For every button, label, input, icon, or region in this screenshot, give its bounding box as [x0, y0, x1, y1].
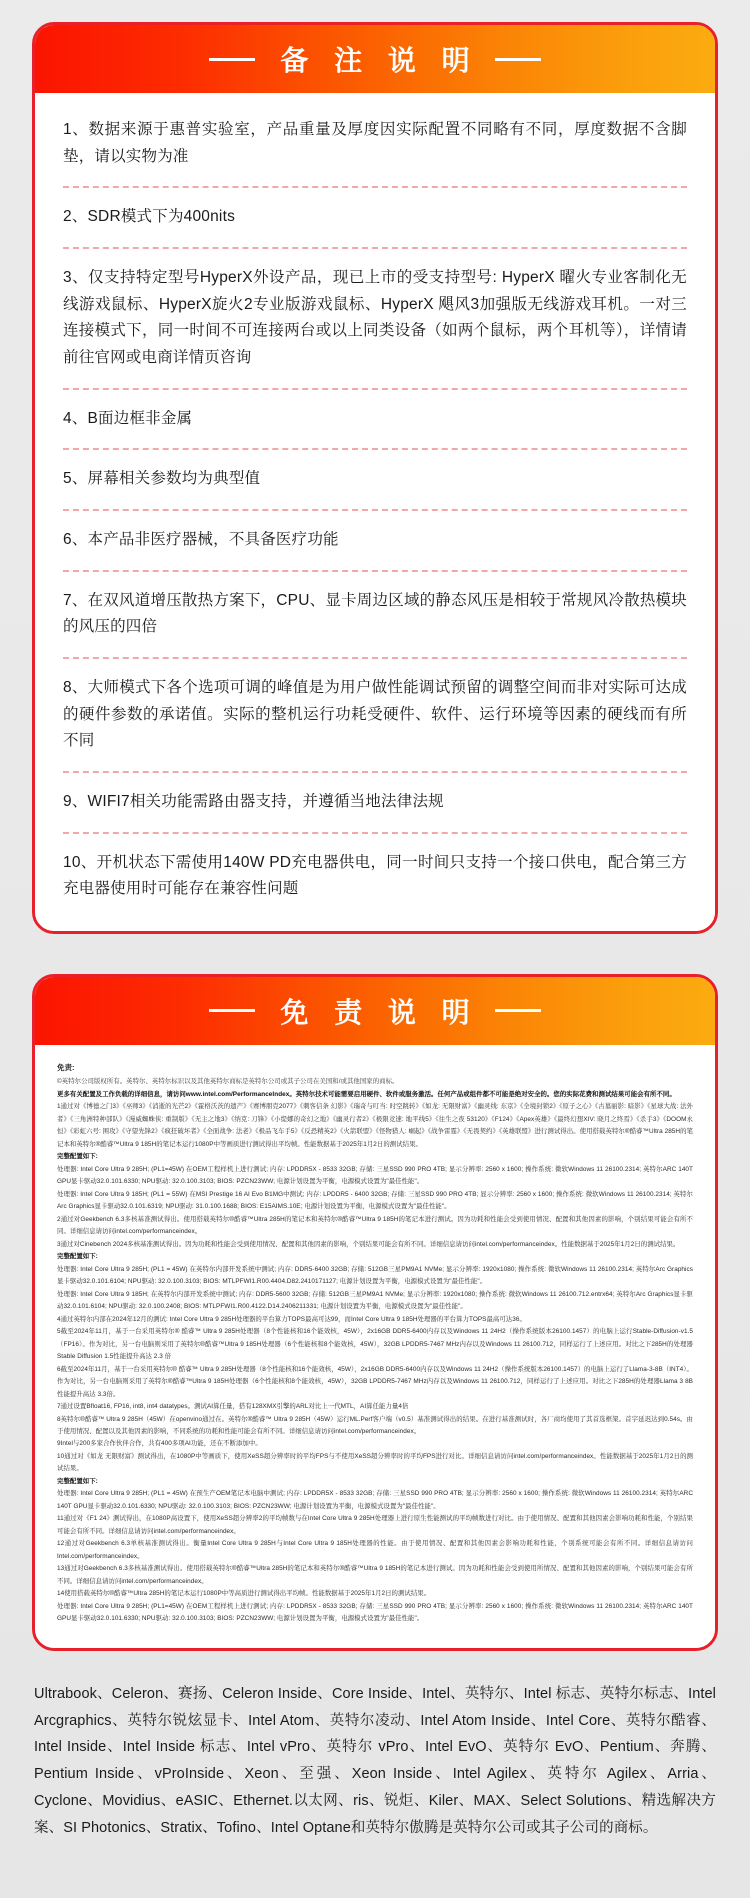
- note-divider: [63, 509, 687, 511]
- disclaimer-line: 处理器: Intel Core Ultra 9 285H; (PL1=45W) 在OEM工程样机上进行测试; 内存: LPDDR5X - 8533 32GB; 存储: 三星SSD 990 PRO 4TB; 显示分辨率: 2560 x 1600; 操作系统: 微软Windows 11 26100.2314; 英特尔ARC 140T GPU显卡驱动32.0.101.6330; NPU驱动: 32.0.100.3103; BIOS: PZCN23WW; 电源计划设置为平衡，电源模式设置为"最佳性能"。: [57, 1602, 693, 1623]
- note-divider: [63, 570, 687, 572]
- disclaimer-line: 13通过对Geekbench 6.3多核基准测试得出。使用搭载英特尔®酷睿™Ultra 285H的笔记本和英特尔®酷睿™Ultra 9 185H的笔记本进行测试。因为功耗和性能会受到使用所情况、配置和其他因素的影响，个别结果可能会有所不同。详细信息请访问intel.com/performanceindex。: [57, 1565, 693, 1585]
- disclaimer-line: 3通过对Cinebench 2024多核基准测试得出。因为功耗和性能会受到使用情况、配置和其他因素的影响，个别结果可能会有所不同。详细信息请访问intel.com/performanceindex。性能数据基于2025年1月2日的测试结果。: [57, 1240, 680, 1248]
- note-item: 9、WIFI7相关功能需路由器支持，并遵循当地法律法规: [63, 792, 444, 810]
- title-rule-left-icon: [209, 58, 255, 61]
- note-item: 6、本产品非医疗器械，不具备医疗功能: [63, 530, 339, 548]
- disclaimer-card-body: [35, 1045, 715, 1648]
- disclaimer-line: 5截至2024年11月，基于一台采用英特尔® 酷睿™ Ultra 9 285H处理器（8个性能核和16个能效核，45W），2x16GB DDR5-6400内存以及Windows 11 24H2（操作系统版本26100.1457）的电脑上运行Stable-Diffusion-v1.5（FP16）。作为对比，另一台电脑则采用了英特尔®酷睿™Ultra 9 185H处理器（6个性能核和8个能效核，45W），32GB LPDDR5-7467 MHz内存以及Windows 11 26100.712，同样运行了上述应用。对比之下285H的处理器Stable Diffusion 1.5性能提升高达 2.3 倍: [57, 1328, 693, 1361]
- disclaimer-line: 处理器: Intel Core Ultra 9 185H; 在英特尔内部开发系统中测试; 内存: DDR5-5600 32GB; 存储: 512GB三星PM9A1 NVMe; 显示分辨率: 1920x1080; 操作系统: 微软Windows 11 26100.712.entrx64; 英特尔Arc Graphics显卡驱动32.0.101.6104; NPU驱动: 32.0.100.2408; BIOS: MTLPFWI1.R00.4122.D14.2406211331; 电源计划设置为平衡，电源模式设置为"最佳性能"。: [57, 1290, 693, 1311]
- note-divider: [63, 657, 687, 659]
- disclaimer-line: 完整配置如下:: [57, 1477, 98, 1485]
- notes-card: [32, 22, 718, 934]
- disclaimer-line: ©英特尔公司版权所有。英特尔、英特尔标识以及其他英特尔商标是英特尔公司或其子公司在美国和/或其他国家的商标。: [57, 1078, 399, 1086]
- trademark-notice: Ultrabook、Celeron、赛扬、Celeron Inside、Core Inside、Intel、英特尔、Intel 标志、英特尔标志、Intel Arcgraphics、英特尔锐炫显卡、Intel Atom、英特尔凌动、Intel Atom Inside、Intel Core、英特尔酷睿、Intel Inside、Intel Inside 标志、Intel vPro、英特尔 vPro、Intel EvO、英特尔 EvO、Pentium、奔腾、Pentium Inside、vProInside、Xeon、至强、Xeon Inside、Intel Agilex、英特尔 Agilex、Arria、Cyclone、Movidius、eASIC、Ethernet.以太网、ris、锐炬、Kiler、MAX、Select Solutions、精选解决方案、SI Photonics、Stratix、Tofino、Intel Optane和英特尔傲腾是英特尔公司或其子公司的商标。: [34, 1685, 716, 1836]
- note-item: 4、B面边框非金属: [63, 409, 193, 427]
- note-divider: [63, 186, 687, 188]
- notes-title-wrap: [209, 39, 540, 79]
- disclaimer-line: 14使用搭载英特尔®酷睿™Ultra 285H的笔记本运行1080P中等高质进行测试得出平均帧。性能数据基于2025年1月2日的测试结果。: [57, 1590, 431, 1598]
- notes-card-title: 备 注 说 明: [280, 45, 479, 76]
- disclaimer-line: 10通过对《如龙 无限财富》测试得出，在1080P中等画质下，使用XeSS超分辨率时的平均FPS与不使用XeSS超分辨率时的平均FPS进行对比。详细信息请访问intel.com/performanceindex。性能数据基于2025年1月2日的测试结果。: [57, 1452, 693, 1473]
- note-divider: [63, 448, 687, 450]
- disclaimer-heading: 免责:: [57, 1062, 75, 1072]
- title-rule-right-icon: [495, 58, 541, 61]
- disclaimer-line: 7通过设置Bfloat16, FP16, int8, int4 datatypes。测试AI算任量，搭有128XMX引擎的ARL对比上一代MTL，AI算任能力量4倍: [57, 1403, 409, 1411]
- card-spacer: [0, 934, 750, 974]
- disclaimer-line: 6截至2024年11月，基于一台采用英特尔® 酷睿™ Ultra 9 285H处理器（8个性能核和16个能效核，45W），2x16GB DDR5-6400内存以及Windows 11 24H2（操作系统版本26100.1457）的电脑上运行了Llama-3-8B（INT4）。作为对比，另一台电脑则采用了英特尔®酷睿™Ultra 9 185H处理器（6个性能核和8个能效核，45W），32GB LPDDR5-7467 MHz内存以及Windows 11 26100.712，同样运行了上述应用。对比之下285H的处理器Llama 3 8B 性能提升高达 3.3倍。: [57, 1365, 693, 1398]
- disclaimer-line: 2通过对Geekbench 6.3多核基准测试得出。使用搭载英特尔®酷睿™Ultra 285H的笔记本和英特尔®酷睿™Ultra 9 185H的笔记本进行测试。因为功耗和性能会受到使用情况、配置和其他因素的影响，个别结果可能会有所不同。详细信息请访问intel.com/performanceindex。: [57, 1215, 693, 1236]
- disclaimer-line: 11通过对《F1 24》测试得出，在1080P高设置下，使用XeSS超分辨率2的平均帧数与在Intel Core Ultra 9 285H处理器上进行原生性能测试的平均帧数进行对比。由于使用情况、配置和其他因素会影响功耗和性能，个别结果可能会有所不同。详细信息请访问intel.com/performanceindex。: [57, 1515, 693, 1535]
- title-rule-left-icon: [209, 1009, 255, 1012]
- note-item: 10、开机状态下需使用140W PD充电器供电，同一时间只支持一个接口供电，配合第三方充电器使用时可能存在兼容性问题: [63, 853, 687, 898]
- note-divider: [63, 388, 687, 390]
- disclaimer-line: 处理器: Intel Core Ultra 9 285H; (PL1 = 45W) 在预生产OEM笔记本电脑中测试; 内存: LPDDR5X - 8533 32GB; 存储: 三星SSD 990 PRO 4TB; 显示分辨率: 2560 x 1600; 操作系统: 微软Windows 11 26100.2314; 英特尔ARC 140T GPU显卡驱动32.0.101.6330; NPU驱动: 32.0.100.3103; BIOS: PZCN23WW; 电源计划设置为平衡，电源模式设置为"最佳性能"。: [57, 1490, 693, 1510]
- disclaimer-card: [32, 974, 718, 1651]
- disclaimer-line: 9Intel与200多家合作伙伴合作，共有400多项AI功能，还在不断添加中。: [57, 1440, 262, 1448]
- disclaimer-line: 完整配置如下:: [57, 1253, 98, 1261]
- note-divider: [63, 247, 687, 249]
- disclaimer-card-title: 免 责 说 明: [280, 996, 479, 1028]
- notes-card-header: [35, 25, 715, 93]
- disclaimer-line: 完整配置如下:: [57, 1153, 98, 1161]
- note-item: 1、数据来源于惠普实验室，产品重量及厚度因实际配置不同略有不同，厚度数据不含脚垫，请以实物为准: [63, 121, 687, 165]
- disclaimer-line: 4通过英特尔内部在2024年12月的测试: Intel Core Ultra 9 285H处理器的平台算力TOPS最高可达99，而Intel Core Ultra 9 185H处理器的平台算力TOPS最高可达36。: [57, 1315, 526, 1323]
- note-item: 5、屏幕相关参数均为典型值: [63, 470, 261, 488]
- disclaimer-line: 12通过对Geekbench 6.3单核基准测试得出。衡量Intel Core Ultra 9 285H与Intel Core Ultra 9 185H处理器的性能。由于使用情况、配置和其他因素会影响功耗和性能，个别系统可能会有所不同。详细信息请访问Intel.com/performanceindex。: [57, 1540, 693, 1560]
- note-item: 8、大师模式下各个选项可调的峰值是为用户做性能调试预留的调整空间而非对实际可达成的硬件参数的承诺值。实际的整机运行功耗受硬件、软件、运行环境等因素的硬线而有所不同: [63, 678, 687, 750]
- note-item: 3、仅支持特定型号HyperX外设产品，现已上市的受支持型号: HyperX 曜火专业客制化无线游戏鼠标、HyperX旋火2专业版游戏鼠标、HyperX 飓风3加强版无线游戏耳机。一对三连接模式下，同一时间不可连接两台或以上同类设备（如两个鼠标，两个耳机等），详情请前往官网或电商详情页咨询: [63, 268, 687, 366]
- note-item: 7、在双风道增压散热方案下，CPU、显卡周边区域的静态风压是相较于常规风冷散热模块的风压的四倍: [63, 591, 687, 636]
- note-divider: [63, 832, 687, 834]
- disclaimer-line: 更多有关配置及工作负载的详细信息，请访问www.intel.com/PerformanceIndex。英特尔技术可能需要启用硬件、软件或服务激活。任何产品或组件都不可能是绝对安全的。您的实际花费和测试结果可能会有所不同。: [57, 1090, 676, 1098]
- disclaimer-title-wrap: [209, 991, 540, 1031]
- disclaimer-line: 8英特尔®酷睿™ Ultra 9 285H（45W）在openvino通过在。英特尔®酷睿™ Ultra 9 285H（45W）运行ML.Perf客户端（v0.5）基准测试得出的结果。在进行基准测试时，各厂商均使用了其首选框架。首字延迟达到0.54s。由于使用情况、配置以及其他因素的影响，不同系统的功耗和性能可能会有所不同。详细信息请访问intel.com/performanceindex。: [57, 1415, 693, 1435]
- notes-card-body: [35, 93, 715, 931]
- disclaimer-line: 1通过对《博德之门3》《巫师3》《消逝的光芒2》《霍格沃茨的遗产》《赛博朋克2077》《刺客信条 幻影》《瑞奇与叮当: 时空跳转》《如龙: 无限财富》《幽灵线: 东京》《全境封锁2》《原子之心》《古墓丽影: 暗影》《星球大战: 法外者》《三角洲特种部队》《漫威蜘蛛侠: 重制版》《无主之地3》《纳克: 刀锋》《小缇娜的奇幻之地》《幽灵行者2》《极限竞速: 地平线5》《往生之夜 53120》《F124》《Apex英雄》《最终幻想XIV: 晓月之终焉》《杀手3》《DOOM永恒》《彩虹六号: 围攻》《守望先锋2》《疯狂破坏者》《全面战争: 法老》《极品飞车手5》《反恐精英2》《火箭联盟》《怪物猎人: 崛起》《战争雷霆》《无畏契约》《英雄联盟》进行测试得出。使用搭载英特尔®酷睿™Ultra 285H的笔记本和英特尔®酷睿™Ultra 9 185H的笔记本运行1080P中等画质进行测试得出平均帧。性能数据基于2025年1月2日的测试结果。: [57, 1103, 693, 1148]
- note-item: 2、SDR模式下为400nits: [63, 208, 236, 226]
- bottom-spacer: [0, 1872, 750, 1898]
- disclaimer-line: 处理器: Intel Core Ultra 9 285H; (PL1 = 45W) 在英特尔内部开发系统中测试; 内存: DDR5-6400 32GB; 存储: 512GB三星PM9A1 NVMe; 显示分辨率: 1920x1080; 操作系统: 微软Windows 11 26100.2314; 英特尔Arc Graphics显卡驱动32.0.101.6104; NPU驱动: 32.0.100.3103; BIOS: MTLPFWI1.R00.4404.D82.2410171127; 电源计划设置为平衡，电源模式设置为"最佳性能"。: [57, 1265, 693, 1286]
- disclaimer-card-header: [35, 977, 715, 1045]
- top-spacer: [0, 0, 750, 22]
- title-rule-right-icon: [495, 1009, 541, 1012]
- disclaimer-line: 处理器: Intel Core Ultra 9 285H; (PL1=45W) 在OEM工程样机上进行测试; 内存: LPDDR5X - 8533 32GB; 存储: 三星SSD 990 PRO 4TB; 显示分辨率: 2560 x 1600; 操作系统: 微软Windows 11 26100.2314; 英特尔ARC 140T GPU显卡驱动32.0.101.6330; NPU驱动: 32.0.100.3103; BIOS: PZCN23WW; 电源计划设置为平衡，电源模式设置为"最佳性能"。: [57, 1165, 693, 1186]
- disclaimer-line: 处理器: Intel Core Ultra 9 185H; (PL1 = 55W) 在MSI Prestige 16 AI Evo B1MG中测试; 内存: LPDDR5 - 6400 32GB; 存储: 三星SSD 990 PRO 4TB; 显示分辨率: 2560 x 1600; 操作系统: 微软Windows 11 26100.2314; 英特尔Arc Graphics显卡驱动32.0.101.6319; NPU驱动: 31.0.100.1688; BIOS: E15AIMS.10E; 电源计划设置为平衡，电源模式设置为"最佳性能"。: [57, 1190, 693, 1211]
- note-divider: [63, 771, 687, 773]
